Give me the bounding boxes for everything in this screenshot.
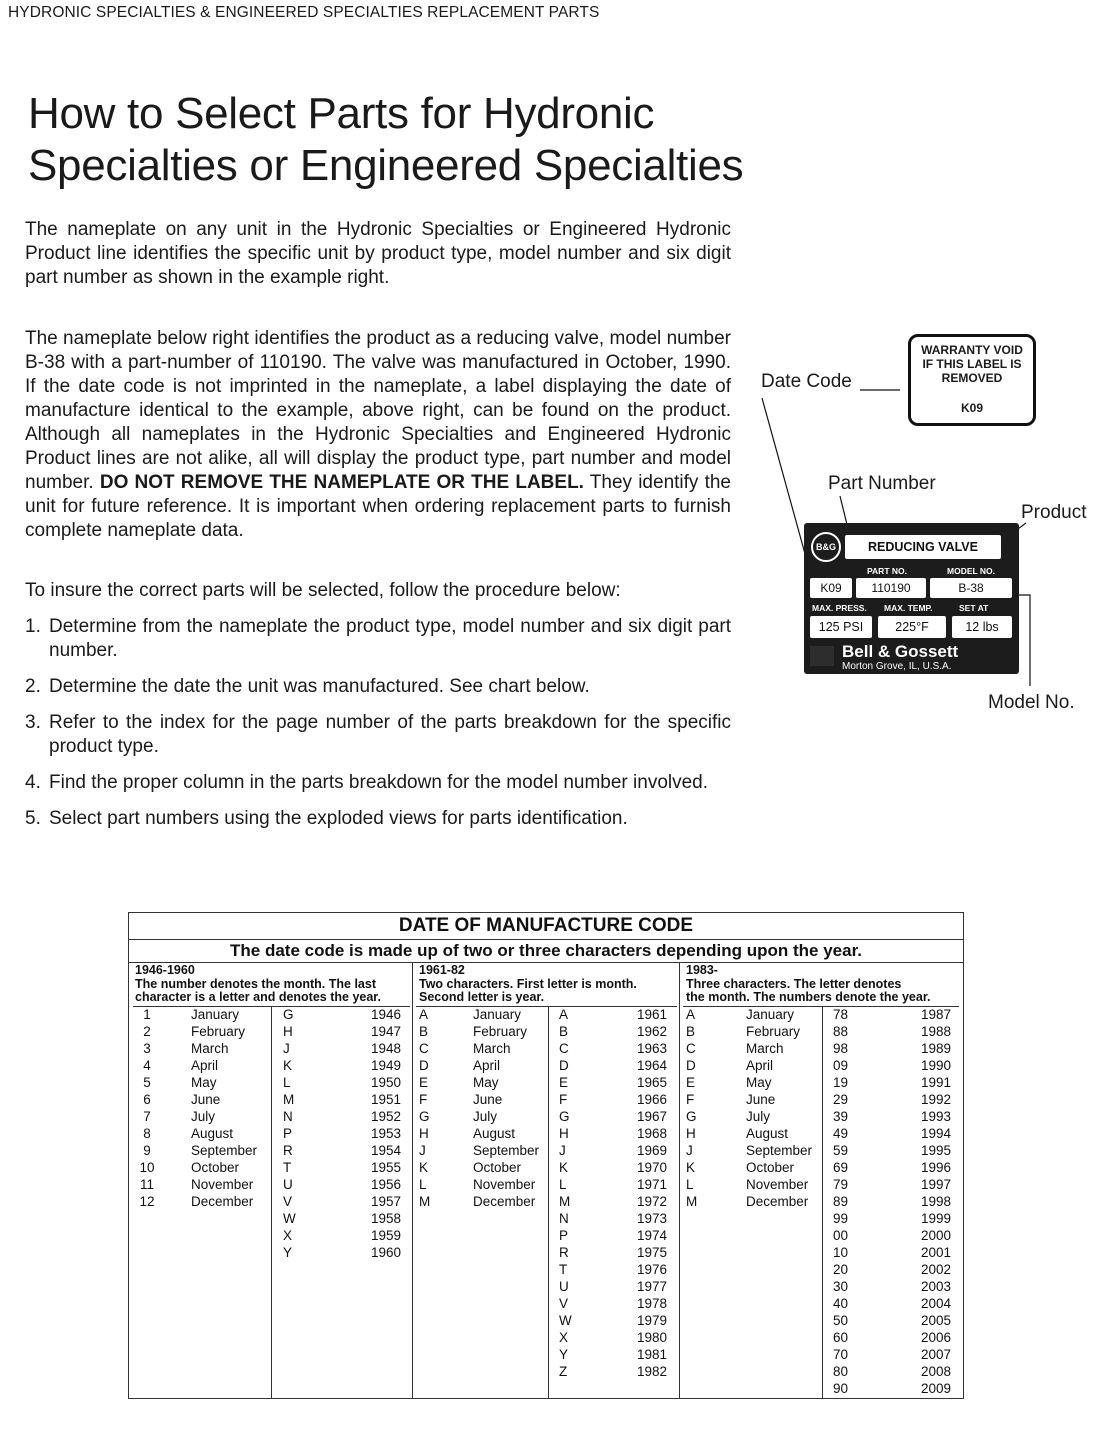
month-name-cell: September xyxy=(191,1143,258,1158)
year-code-cell: H xyxy=(559,1126,569,1141)
month-name-cell: March xyxy=(746,1041,784,1056)
model-no-caption: MODEL NO. xyxy=(947,566,996,576)
year-cell: 1971 xyxy=(636,1177,667,1192)
year-code-cell: V xyxy=(559,1296,569,1311)
year-cell: 1999 xyxy=(920,1211,951,1226)
month-code-cell: 10 xyxy=(139,1160,155,1175)
month-name-cell: May xyxy=(191,1075,217,1090)
date-code-table xyxy=(128,912,964,1399)
year-cell: 1948 xyxy=(370,1041,401,1056)
year-code-cell: 78 xyxy=(833,1007,849,1022)
year-cell: 1968 xyxy=(636,1126,667,1141)
year-cell: 1967 xyxy=(636,1109,667,1124)
year-cell: 1960 xyxy=(370,1245,401,1260)
year-cell: 2001 xyxy=(920,1245,951,1260)
year-code-cell: 80 xyxy=(833,1364,849,1379)
year-cell: 1993 xyxy=(920,1109,951,1124)
procedure-steps xyxy=(25,615,731,843)
procedure-intro: To insure the correct parts will be selected, follow the procedure below: xyxy=(25,580,621,601)
step-item xyxy=(25,675,731,699)
column-divider xyxy=(412,962,413,1398)
month-code-cell: 8 xyxy=(143,1126,151,1141)
column-divider xyxy=(822,1006,823,1398)
step-text: Refer to the index for the page number of the parts breakdown for the specific product type. xyxy=(49,712,731,757)
month-code-cell: 11 xyxy=(139,1177,154,1192)
year-code-cell: 49 xyxy=(833,1126,849,1141)
year-cell: 2004 xyxy=(920,1296,951,1311)
month-name-cell: January xyxy=(473,1007,522,1022)
year-cell: 1966 xyxy=(636,1092,667,1107)
month-code-cell: 1 xyxy=(143,1007,151,1022)
step-item xyxy=(25,807,731,831)
year-cell: 1964 xyxy=(636,1058,667,1073)
column-divider xyxy=(271,1006,272,1398)
year-code-cell: L xyxy=(283,1075,291,1090)
month-code-cell: B xyxy=(419,1024,429,1039)
month-name-cell: June xyxy=(746,1092,776,1107)
month-name-cell: April xyxy=(746,1058,774,1073)
year-code-cell: 79 xyxy=(833,1177,849,1192)
year-code-cell: 19 xyxy=(833,1075,849,1090)
year-code-cell: D xyxy=(559,1058,569,1073)
month-name-cell: October xyxy=(473,1160,522,1175)
month-name-cell: June xyxy=(473,1092,503,1107)
part-number-label: Part Number xyxy=(828,473,936,494)
year-code-cell: 50 xyxy=(833,1313,849,1328)
year-code-cell: W xyxy=(559,1313,572,1328)
year-cell: 2002 xyxy=(920,1262,951,1277)
month-name-cell: April xyxy=(473,1058,501,1073)
month-code-cell: K xyxy=(686,1160,696,1175)
year-code-cell: U xyxy=(559,1279,569,1294)
section-header-1961: 1961-82 Two characters. First letter is month. Second letter is year. xyxy=(419,963,637,1004)
year-cell: 1995 xyxy=(920,1143,951,1158)
year-cell: 1987 xyxy=(920,1007,951,1022)
year-code-cell: 10 xyxy=(833,1245,849,1260)
part-no-box: 110190 xyxy=(856,578,926,598)
step-item xyxy=(25,711,731,759)
year-code-cell: 00 xyxy=(833,1228,849,1243)
month-code-cell: 5 xyxy=(143,1075,151,1090)
step-number: 1. xyxy=(25,616,41,637)
month-name-cell: March xyxy=(191,1041,229,1056)
page-title-line-2: Specialties or Engineered Specialties xyxy=(28,141,744,190)
step-item xyxy=(25,615,731,663)
set-at-caption: SET AT xyxy=(959,603,989,613)
max-press-box: 125 PSI xyxy=(810,616,872,638)
month-name-cell: December xyxy=(473,1194,536,1209)
year-code-cell: N xyxy=(283,1109,293,1124)
year-code-cell: A xyxy=(559,1007,569,1022)
month-name-cell: October xyxy=(746,1160,795,1175)
month-name-cell: September xyxy=(473,1143,540,1158)
month-code-cell: 2 xyxy=(143,1024,151,1039)
step-text: Determine the date the unit was manufactured. See chart below. xyxy=(49,676,590,697)
month-name-cell: May xyxy=(746,1075,772,1090)
year-cell: 1975 xyxy=(636,1245,667,1260)
month-name-cell: July xyxy=(746,1109,771,1124)
year-code-cell: 69 xyxy=(833,1160,849,1175)
year-code-cell: C xyxy=(559,1041,569,1056)
part-no-caption: PART NO. xyxy=(867,566,907,576)
year-cell: 1998 xyxy=(920,1194,951,1209)
year-cell: 1954 xyxy=(370,1143,401,1158)
year-code-cell: 98 xyxy=(833,1041,849,1056)
year-code-cell: 89 xyxy=(833,1194,849,1209)
month-code-cell: 7 xyxy=(143,1109,151,1124)
year-cell: 1988 xyxy=(920,1024,951,1039)
month-name-cell: July xyxy=(473,1109,498,1124)
year-cell: 1974 xyxy=(636,1228,667,1243)
year-code-cell: 29 xyxy=(833,1092,849,1107)
year-cell: 1996 xyxy=(920,1160,951,1175)
month-code-cell: J xyxy=(419,1143,426,1158)
nameplate-warning: DO NOT REMOVE THE NAMEPLATE OR THE LABEL. xyxy=(99,472,584,493)
page-title-line-1: How to Select Parts for Hydronic xyxy=(28,89,655,138)
month-name-cell: September xyxy=(746,1143,813,1158)
year-cell: 1957 xyxy=(370,1194,401,1209)
nameplate-paragraph-text: The nameplate below right identifies the product as a reducing valve, model number B-38 with a part-number of 110190. The valve was manufactured in October, 1990. If the date code is not imprinted in the nameplate, a label displaying the date of manufacture identical to the example, above right, can be found on the product. Although all nameplates in the Hydronic Specialties and Engineered Hydronic Product lines are not alike, all will display the product type, part number and model number. xyxy=(25,328,731,493)
nameplate-diagram xyxy=(740,320,1111,720)
warranty-label xyxy=(908,334,1036,426)
year-code-cell: X xyxy=(559,1330,569,1345)
nameplate-paragraph xyxy=(25,327,731,543)
year-cell: 2008 xyxy=(920,1364,951,1379)
year-cell: 2000 xyxy=(920,1228,951,1243)
year-code-cell: P xyxy=(283,1126,293,1141)
table-subtitle: The date code is made up of two or three characters depending upon the year. xyxy=(129,940,963,963)
month-name-cell: February xyxy=(746,1024,801,1039)
month-name-cell: April xyxy=(191,1058,219,1073)
month-code-cell: F xyxy=(686,1092,695,1107)
month-code-cell: 4 xyxy=(143,1058,151,1073)
running-header: HYDRONIC SPECIALTIES & ENGINEERED SPECIALTIES REPLACEMENT PARTS xyxy=(8,4,600,21)
year-code-cell: Z xyxy=(559,1364,568,1379)
date-code-label: Date Code xyxy=(761,371,852,392)
set-at-box: 12 lbs xyxy=(952,616,1012,638)
month-name-cell: January xyxy=(191,1007,240,1022)
year-cell: 1991 xyxy=(920,1075,951,1090)
month-code-cell: J xyxy=(686,1143,693,1158)
max-temp-caption: MAX. TEMP. xyxy=(884,603,933,613)
year-code-cell: Y xyxy=(283,1245,293,1260)
year-cell: 1969 xyxy=(636,1143,667,1158)
month-code-cell: K xyxy=(419,1160,429,1175)
year-code-cell: Y xyxy=(559,1347,569,1362)
year-cell: 1965 xyxy=(636,1075,667,1090)
page-title xyxy=(28,88,888,192)
year-cell: 1976 xyxy=(636,1262,667,1277)
year-cell: 1977 xyxy=(636,1279,667,1294)
year-cell: 1956 xyxy=(370,1177,401,1192)
month-code-cell: G xyxy=(419,1109,430,1124)
month-name-cell: May xyxy=(473,1075,499,1090)
month-code-cell: L xyxy=(419,1177,427,1192)
year-cell: 1963 xyxy=(636,1041,667,1056)
year-cell: 1970 xyxy=(636,1160,667,1175)
month-name-cell: November xyxy=(191,1177,254,1192)
year-code-cell: B xyxy=(559,1024,569,1039)
month-name-cell: August xyxy=(473,1126,516,1141)
month-code-cell: C xyxy=(419,1041,429,1056)
year-cell: 2006 xyxy=(920,1330,951,1345)
warranty-line-1: WARRANTY VOID xyxy=(921,343,1023,357)
month-code-cell: E xyxy=(419,1075,429,1090)
month-code-cell: H xyxy=(686,1126,696,1141)
month-name-cell: November xyxy=(746,1177,809,1192)
month-name-cell: December xyxy=(746,1194,809,1209)
year-cell: 1947 xyxy=(370,1024,401,1039)
year-code-cell: K xyxy=(559,1160,569,1175)
year-cell: 1955 xyxy=(370,1160,401,1175)
year-cell: 1946 xyxy=(370,1007,401,1022)
month-code-cell: D xyxy=(686,1058,696,1073)
year-code-cell: G xyxy=(559,1109,570,1124)
year-code-cell: 60 xyxy=(833,1330,849,1345)
year-cell: 1961 xyxy=(636,1007,667,1022)
month-code-cell: B xyxy=(686,1024,696,1039)
year-code-cell: T xyxy=(283,1160,292,1175)
month-code-cell: G xyxy=(686,1109,697,1124)
month-code-cell: L xyxy=(686,1177,694,1192)
year-code-cell: 88 xyxy=(833,1024,849,1039)
year-code-cell: V xyxy=(283,1194,293,1209)
year-cell: 1950 xyxy=(370,1075,401,1090)
year-code-cell: N xyxy=(559,1211,569,1226)
year-code-cell: M xyxy=(559,1194,571,1209)
year-cell: 1951 xyxy=(370,1092,401,1107)
column-divider xyxy=(679,962,680,1398)
year-code-cell: H xyxy=(283,1024,293,1039)
year-cell: 2005 xyxy=(920,1313,951,1328)
year-cell: 1952 xyxy=(370,1109,401,1124)
product-type-box: REDUCING VALVE xyxy=(845,535,1001,559)
year-cell: 1959 xyxy=(370,1228,401,1243)
product-label: Product xyxy=(1021,502,1087,523)
max-press-caption: MAX. PRESS. xyxy=(812,603,867,613)
year-cell: 1958 xyxy=(370,1211,401,1226)
year-cell: 2007 xyxy=(920,1347,951,1362)
year-cell: 2009 xyxy=(920,1381,951,1396)
year-cell: 1979 xyxy=(636,1313,667,1328)
year-code-cell: K xyxy=(283,1058,293,1073)
month-code-cell: M xyxy=(686,1194,698,1209)
table-title: DATE OF MANUFACTURE CODE xyxy=(129,913,963,940)
model-no-box: B-38 xyxy=(930,578,1012,598)
month-code-cell: 12 xyxy=(139,1194,155,1209)
year-code-cell: R xyxy=(283,1143,293,1158)
year-code-cell: G xyxy=(283,1007,294,1022)
month-name-cell: August xyxy=(746,1126,789,1141)
month-code-cell: 6 xyxy=(143,1092,151,1107)
year-code-cell: 39 xyxy=(833,1109,849,1124)
month-code-cell: C xyxy=(686,1041,696,1056)
bg-logo: B&G xyxy=(811,532,841,562)
year-cell: 2003 xyxy=(920,1279,951,1294)
month-code-cell: 9 xyxy=(143,1143,151,1158)
year-cell: 1992 xyxy=(920,1092,951,1107)
year-code-cell: F xyxy=(559,1092,568,1107)
year-cell: 1949 xyxy=(370,1058,401,1073)
year-cell: 1982 xyxy=(636,1364,667,1379)
step-item xyxy=(25,771,731,795)
section-header-1946: 1946-1960 The number denotes the month. The last character is a letter and denotes the year. xyxy=(135,963,381,1004)
section-header-1983: 1983- Three characters. The letter denotes the month. The numbers denote the year. xyxy=(686,963,931,1004)
step-number: 3. xyxy=(25,712,41,733)
month-code-cell: A xyxy=(686,1007,696,1022)
year-cell: 1989 xyxy=(920,1041,951,1056)
year-code-cell: T xyxy=(559,1262,568,1277)
month-name-cell: October xyxy=(191,1160,240,1175)
step-text: Select part numbers using the exploded views for parts identification. xyxy=(49,808,628,829)
year-cell: 1990 xyxy=(920,1058,951,1073)
month-name-cell: January xyxy=(746,1007,795,1022)
month-name-cell: June xyxy=(191,1092,221,1107)
year-cell: 1978 xyxy=(636,1296,667,1311)
month-code-cell: D xyxy=(419,1058,429,1073)
year-code-cell: 59 xyxy=(833,1143,849,1158)
month-name-cell: November xyxy=(473,1177,536,1192)
step-text: Determine from the nameplate the product type, model number and six digit part number. xyxy=(49,616,731,661)
year-cell: 1953 xyxy=(370,1126,401,1141)
brand-name: Bell & Gossett xyxy=(842,642,959,661)
year-code-cell: J xyxy=(283,1041,290,1056)
model-no-label: Model No. xyxy=(988,692,1075,713)
year-cell: 1972 xyxy=(636,1194,667,1209)
year-code-cell: L xyxy=(559,1177,567,1192)
month-code-cell: A xyxy=(419,1007,429,1022)
year-code-cell: U xyxy=(283,1177,293,1192)
month-code-cell: E xyxy=(686,1075,696,1090)
year-cell: 1994 xyxy=(920,1126,951,1141)
month-name-cell: December xyxy=(191,1194,254,1209)
intro-paragraph: The nameplate on any unit in the Hydronic Specialties or Engineered Hydronic Product line identifies the specific unit by product type, model number and six digit part number as shown in the example right. xyxy=(25,219,731,288)
year-cell: 1962 xyxy=(636,1024,667,1039)
step-number: 2. xyxy=(25,676,41,697)
year-cell: 1997 xyxy=(920,1177,951,1192)
month-name-cell: February xyxy=(191,1024,246,1039)
year-code-cell: 90 xyxy=(833,1381,849,1396)
month-code-cell: H xyxy=(419,1126,429,1141)
month-name-cell: July xyxy=(191,1109,216,1124)
month-name-cell: August xyxy=(191,1126,234,1141)
step-text: Find the proper column in the parts breakdown for the model number involved. xyxy=(49,772,709,793)
month-name-cell: March xyxy=(473,1041,511,1056)
nameplate-paragraph-tail: They identify the unit for future reference. It is important when ordering replacement parts to furnish complete nameplate data. xyxy=(25,472,732,541)
year-code-cell: J xyxy=(559,1143,566,1158)
year-code-cell: 40 xyxy=(833,1296,849,1311)
month-code-cell: 3 xyxy=(143,1041,151,1056)
year-code-cell: 20 xyxy=(833,1262,849,1277)
month-name-cell: February xyxy=(473,1024,528,1039)
column-divider xyxy=(548,1006,549,1398)
year-code-cell: P xyxy=(559,1228,569,1243)
year-cell: 1973 xyxy=(636,1211,667,1226)
year-code-cell: E xyxy=(559,1075,569,1090)
date-code-box: K09 xyxy=(810,578,852,598)
max-temp-box: 225°F xyxy=(878,616,946,638)
nameplate-badge xyxy=(810,646,834,666)
year-code-cell: 09 xyxy=(833,1058,849,1073)
year-code-cell: 30 xyxy=(833,1279,849,1294)
warranty-date-code: K09 xyxy=(960,401,983,415)
year-cell: 1981 xyxy=(636,1347,667,1362)
nameplate xyxy=(804,523,1019,674)
year-code-cell: W xyxy=(283,1211,296,1226)
step-number: 4. xyxy=(25,772,41,793)
year-cell: 1980 xyxy=(636,1330,667,1345)
warranty-line-3: REMOVED xyxy=(941,371,1003,385)
year-code-cell: 99 xyxy=(833,1211,849,1226)
year-code-cell: M xyxy=(283,1092,295,1107)
month-code-cell: F xyxy=(419,1092,428,1107)
year-code-cell: X xyxy=(283,1228,293,1243)
brand-location: Morton Grove, IL, U.S.A. xyxy=(842,661,952,672)
year-code-cell: R xyxy=(559,1245,569,1260)
month-code-cell: M xyxy=(419,1194,431,1209)
warranty-line-2: IF THIS LABEL IS xyxy=(922,357,1022,371)
step-number: 5. xyxy=(25,808,41,829)
year-code-cell: 70 xyxy=(833,1347,849,1362)
